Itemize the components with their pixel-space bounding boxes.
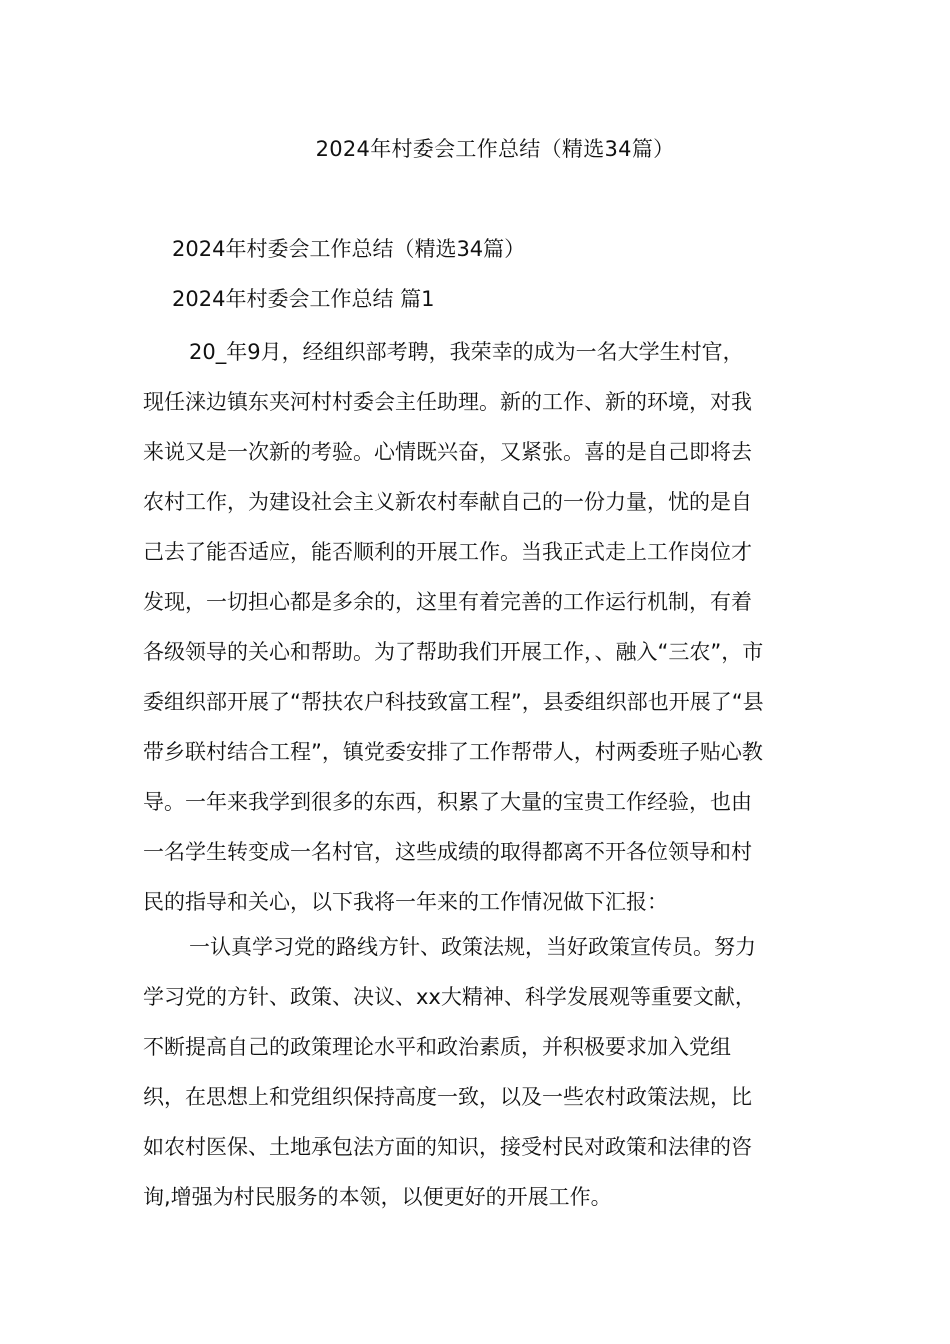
paragraph-2 xyxy=(143,922,813,1222)
document-title: 2024年村委会工作总结（精选34篇） xyxy=(315,137,675,161)
paragraph-1 xyxy=(143,327,813,927)
paragraph-line: 学习党的方针、政策、决议、xx大精神、科学发展观等重要文献， xyxy=(143,985,756,1009)
paragraph-line: 织，在思想上和党组织保持高度一致，以及一些农村政策法规，比 xyxy=(143,1085,752,1109)
paragraph-line: 各级领导的关心和帮助。为了帮助我们开展工作，、融入“三农”，市 xyxy=(143,640,764,664)
paragraph-line: 20_年9月，经组织部考聘，我荣幸的成为一名大学生村官， xyxy=(189,340,744,364)
paragraph-line: 带乡联村结合工程”，镇党委安排了工作帮带人，村两委班子贴心教 xyxy=(143,740,763,764)
document-subtitle: 2024年村委会工作总结（精选34篇） xyxy=(172,237,526,261)
paragraph-line: 委组织部开展了“帮扶农户科技致富工程”，县委组织部也开展了“县 xyxy=(143,690,764,714)
section-heading: 2024年村委会工作总结 篇1 xyxy=(172,287,435,311)
paragraph-line: 导。一年来我学到很多的东西，积累了大量的宝贵工作经验，也由 xyxy=(143,790,752,814)
paragraph-line: 一认真学习党的路线方针、政策法规，当好政策宣传员。努力 xyxy=(189,935,756,959)
paragraph-line: 询,增强为村民服务的本领，以便更好的开展工作。 xyxy=(143,1185,612,1209)
paragraph-line: 如农村医保、土地承包法方面的知识，接受村民对政策和法律的咨 xyxy=(143,1135,752,1159)
paragraph-line: 民的指导和关心，以下我将一年来的工作情况做下汇报： xyxy=(143,890,668,914)
paragraph-line: 一名学生转变成一名村官，这些成绩的取得都离不开各位领导和村 xyxy=(143,840,752,864)
paragraph-line: 来说又是一次新的考验。心情既兴奋，又紧张。喜的是自己即将去 xyxy=(143,440,752,464)
paragraph-line: 发现，一切担心都是多余的，这里有着完善的工作运行机制，有着 xyxy=(143,590,752,614)
paragraph-line: 不断提高自己的政策理论水平和政治素质，并积极要求加入党组 xyxy=(143,1035,731,1059)
paragraph-line: 己去了能否适应，能否顺利的开展工作。当我正式走上工作岗位才 xyxy=(143,540,752,564)
paragraph-line: 农村工作，为建设社会主义新农村奉献自己的一份力量，忧的是自 xyxy=(143,490,752,514)
paragraph-line: 现任涞边镇东夹河村村委会主任助理。新的工作、新的环境，对我 xyxy=(143,390,752,414)
